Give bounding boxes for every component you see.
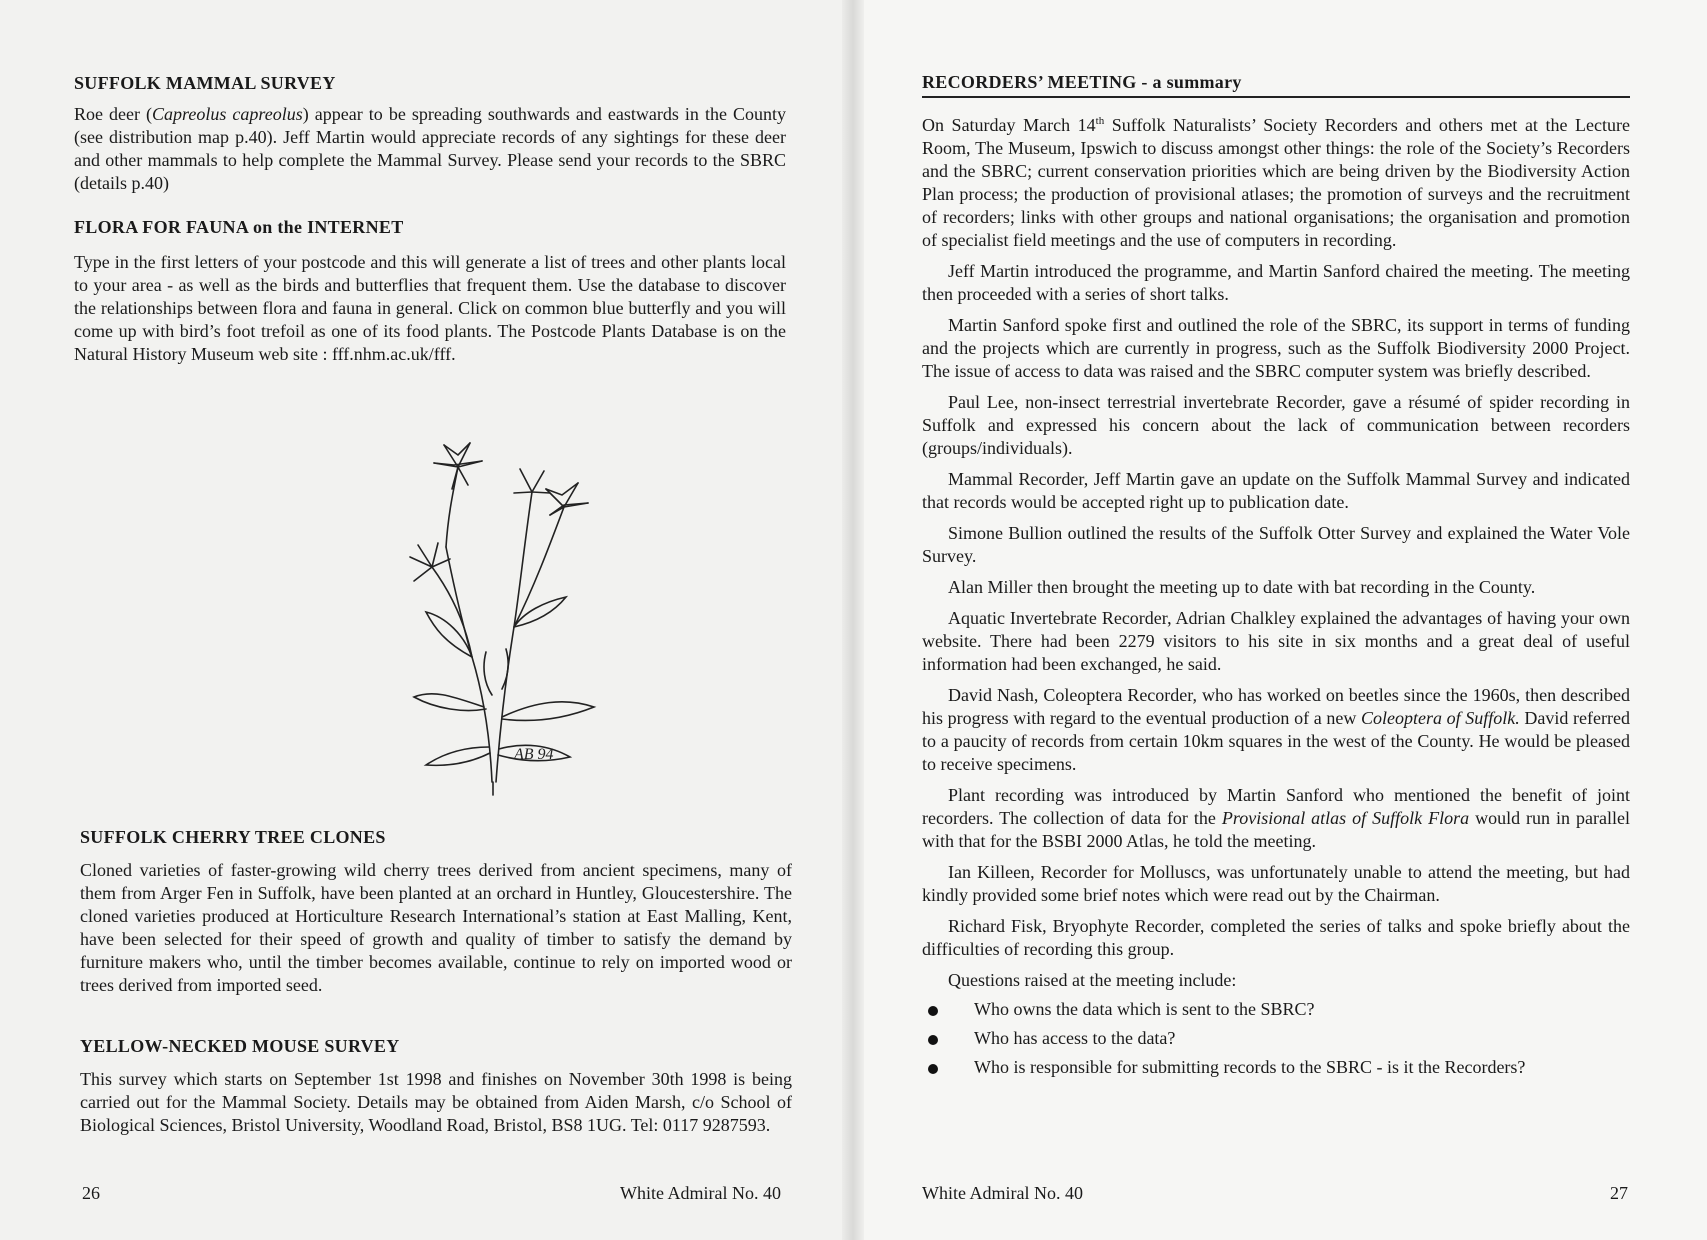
- yellow-necked-mouse-body: This survey which starts on September 1st 1998 and finishes on November 30th 1998 is being carried out for the Mammal Society. Details may be obtained from Aiden Marsh, c/o School of Biological Sciences, Bristol University, Woodland Road, Bristol, BS8 1UG. Tel: 0117 9287593.: [80, 1069, 792, 1135]
- paragraph: Mammal Recorder, Jeff Martin gave an update on the Suffolk Mammal Survey and indicated that records would be accepted right up to publication date.: [922, 469, 1630, 512]
- cherry-clones-section: [80, 826, 792, 997]
- mammal-survey-section: [74, 72, 786, 195]
- list-item: Who owns the data which is sent to the SBRC?: [922, 998, 1630, 1021]
- right-column: [922, 72, 1630, 1085]
- mammal-survey-heading: SUFFOLK MAMMAL SURVEY: [74, 73, 336, 93]
- right-page-number: 27: [1610, 1183, 1628, 1203]
- left-page-number: 26: [82, 1183, 100, 1203]
- paragraph: Jeff Martin introduced the programme, and Martin Sanford chaired the meeting. The meeting then proceeded with a series of short talks.: [922, 261, 1630, 304]
- paragraph: Aquatic Invertebrate Recorder, Adrian Chalkley explained the advantages of having your own website. There had been 2279 visitors to his site in six months and a great deal of useful information had been exchanged, he said.: [922, 608, 1630, 674]
- bullet-icon: [928, 1035, 938, 1045]
- paragraph: Martin Sanford spoke first and outlined the role of the SBRC, its support in terms of funding and the projects which are currently in progress, such as the Suffolk Biodiversity 2000 Project. The issue of access to data was raised and the SBRC computer system was briefly described.: [922, 315, 1630, 381]
- yellow-necked-mouse-heading: YELLOW-NECKED MOUSE SURVEY: [80, 1036, 400, 1056]
- flora-fauna-heading: FLORA FOR FAUNA on the INTERNET: [74, 217, 404, 237]
- flora-fauna-section: [74, 216, 786, 366]
- flora-fauna-body: Type in the first letters of your postcode and this will generate a list of trees and other plants local to your area - as well as the birds and butterflies that frequent them. Use the database to discover the relationships between flora and fauna in general. Click on common blue butterfly and you will come up with bird’s foot trefoil as one of its food plants. The Postcode Plants Database is on the Natural History Museum web site : fff.nhm.ac.uk/fff.: [74, 252, 786, 364]
- bullet-icon: [928, 1064, 938, 1074]
- paragraph: Alan Miller then brought the meeting up to date with bat recording in the County.: [948, 577, 1536, 597]
- paragraph: Paul Lee, non-insect terrestrial invertebrate Recorder, gave a résumé of spider recording in Suffolk and expressed his concern about the lack of communication between recorders (groups/individuals).: [922, 392, 1630, 458]
- paragraph: Plant recording was introduced by Martin Sanford who mentioned the benefit of joint recorders. The collection of data for the Provisional atlas of Suffolk Flora would run in parallel with that for the BSBI 2000 Atlas, he told the meeting.: [922, 785, 1630, 851]
- species-name: Capreolus capreolus: [152, 104, 303, 124]
- bullet-icon: [928, 1006, 938, 1016]
- drawing-signature: AB 94: [514, 746, 554, 763]
- paragraph-intro: On Saturday March 14th Suffolk Naturalists’ Society Recorders and others met at the Lecture Room, The Museum, Ipswich to discuss amongst other things: the role of the Society’s Recorders and the SBRC; current conservation priorities which are being driven by the Biodiversity Action Plan process; the production of provisional atlases; the promotion of surveys and the recruitment of recorders; links with other groups and national organisations; the organisation and promotion of specialist field meetings and the use of computers in recording.: [922, 115, 1631, 250]
- list-item: Who has access to the data?: [922, 1027, 1630, 1050]
- yellow-necked-mouse-section: [80, 1035, 792, 1137]
- paragraph: Questions raised at the meeting include:: [948, 970, 1237, 990]
- left-journal-title: White Admiral No. 40: [620, 1183, 781, 1203]
- paragraph: Simone Bullion outlined the results of the Suffolk Otter Survey and explained the Water Vole Survey.: [922, 523, 1630, 566]
- paragraph: Richard Fisk, Bryophyte Recorder, completed the series of talks and spoke briefly about the difficulties of recording this group.: [922, 916, 1630, 959]
- paragraph: Ian Killeen, Recorder for Molluscs, was unfortunately unable to attend the meeting, but had kindly provided some brief notes which were read out by the Chairman.: [922, 862, 1630, 905]
- paragraph: David Nash, Coleoptera Recorder, who has worked on beetles since the 1960s, then described his progress with regard to the eventual production of a new Coleoptera of Suffolk. David referred to a paucity of records from certain 10km squares in the west of the County. He would be pleased to receive specimens.: [922, 685, 1630, 774]
- recorders-meeting-body: [922, 110, 1630, 1079]
- questions-list: [922, 998, 1630, 1079]
- book-gutter: [842, 0, 864, 1240]
- flower-drawing: [374, 397, 614, 797]
- cherry-clones-body: Cloned varieties of faster-growing wild cherry trees derived from ancient specimens, many of them from Arger Fen in Suffolk, have been planted at an orchard in Huntley, Gloucestershire. The cloned varieties produced at Horticulture Research International’s station at East Malling, Kent, have been selected for their speed of growth and quality of timber to satisfy the demand by furniture makers who, until the timber becomes available, continue to rely on imported wood or trees derived from imported seed.: [80, 860, 792, 995]
- mammal-survey-body: Roe deer (Capreolus capreolus) appear to be spreading southwards and eastwards in the County (see distribution map p.40). Jeff Martin would appreciate records of any sightings for these deer and other mammals to help complete the Mammal Survey. Please send your records to the SBRC (details p.40): [74, 104, 786, 193]
- list-item: Who is responsible for submitting records to the SBRC - is it the Recorders?: [922, 1056, 1630, 1079]
- recorders-meeting-title: RECORDERS’ MEETING - a summary: [922, 72, 1630, 98]
- right-journal-title: White Admiral No. 40: [922, 1183, 1083, 1203]
- cherry-clones-heading: SUFFOLK CHERRY TREE CLONES: [80, 827, 386, 847]
